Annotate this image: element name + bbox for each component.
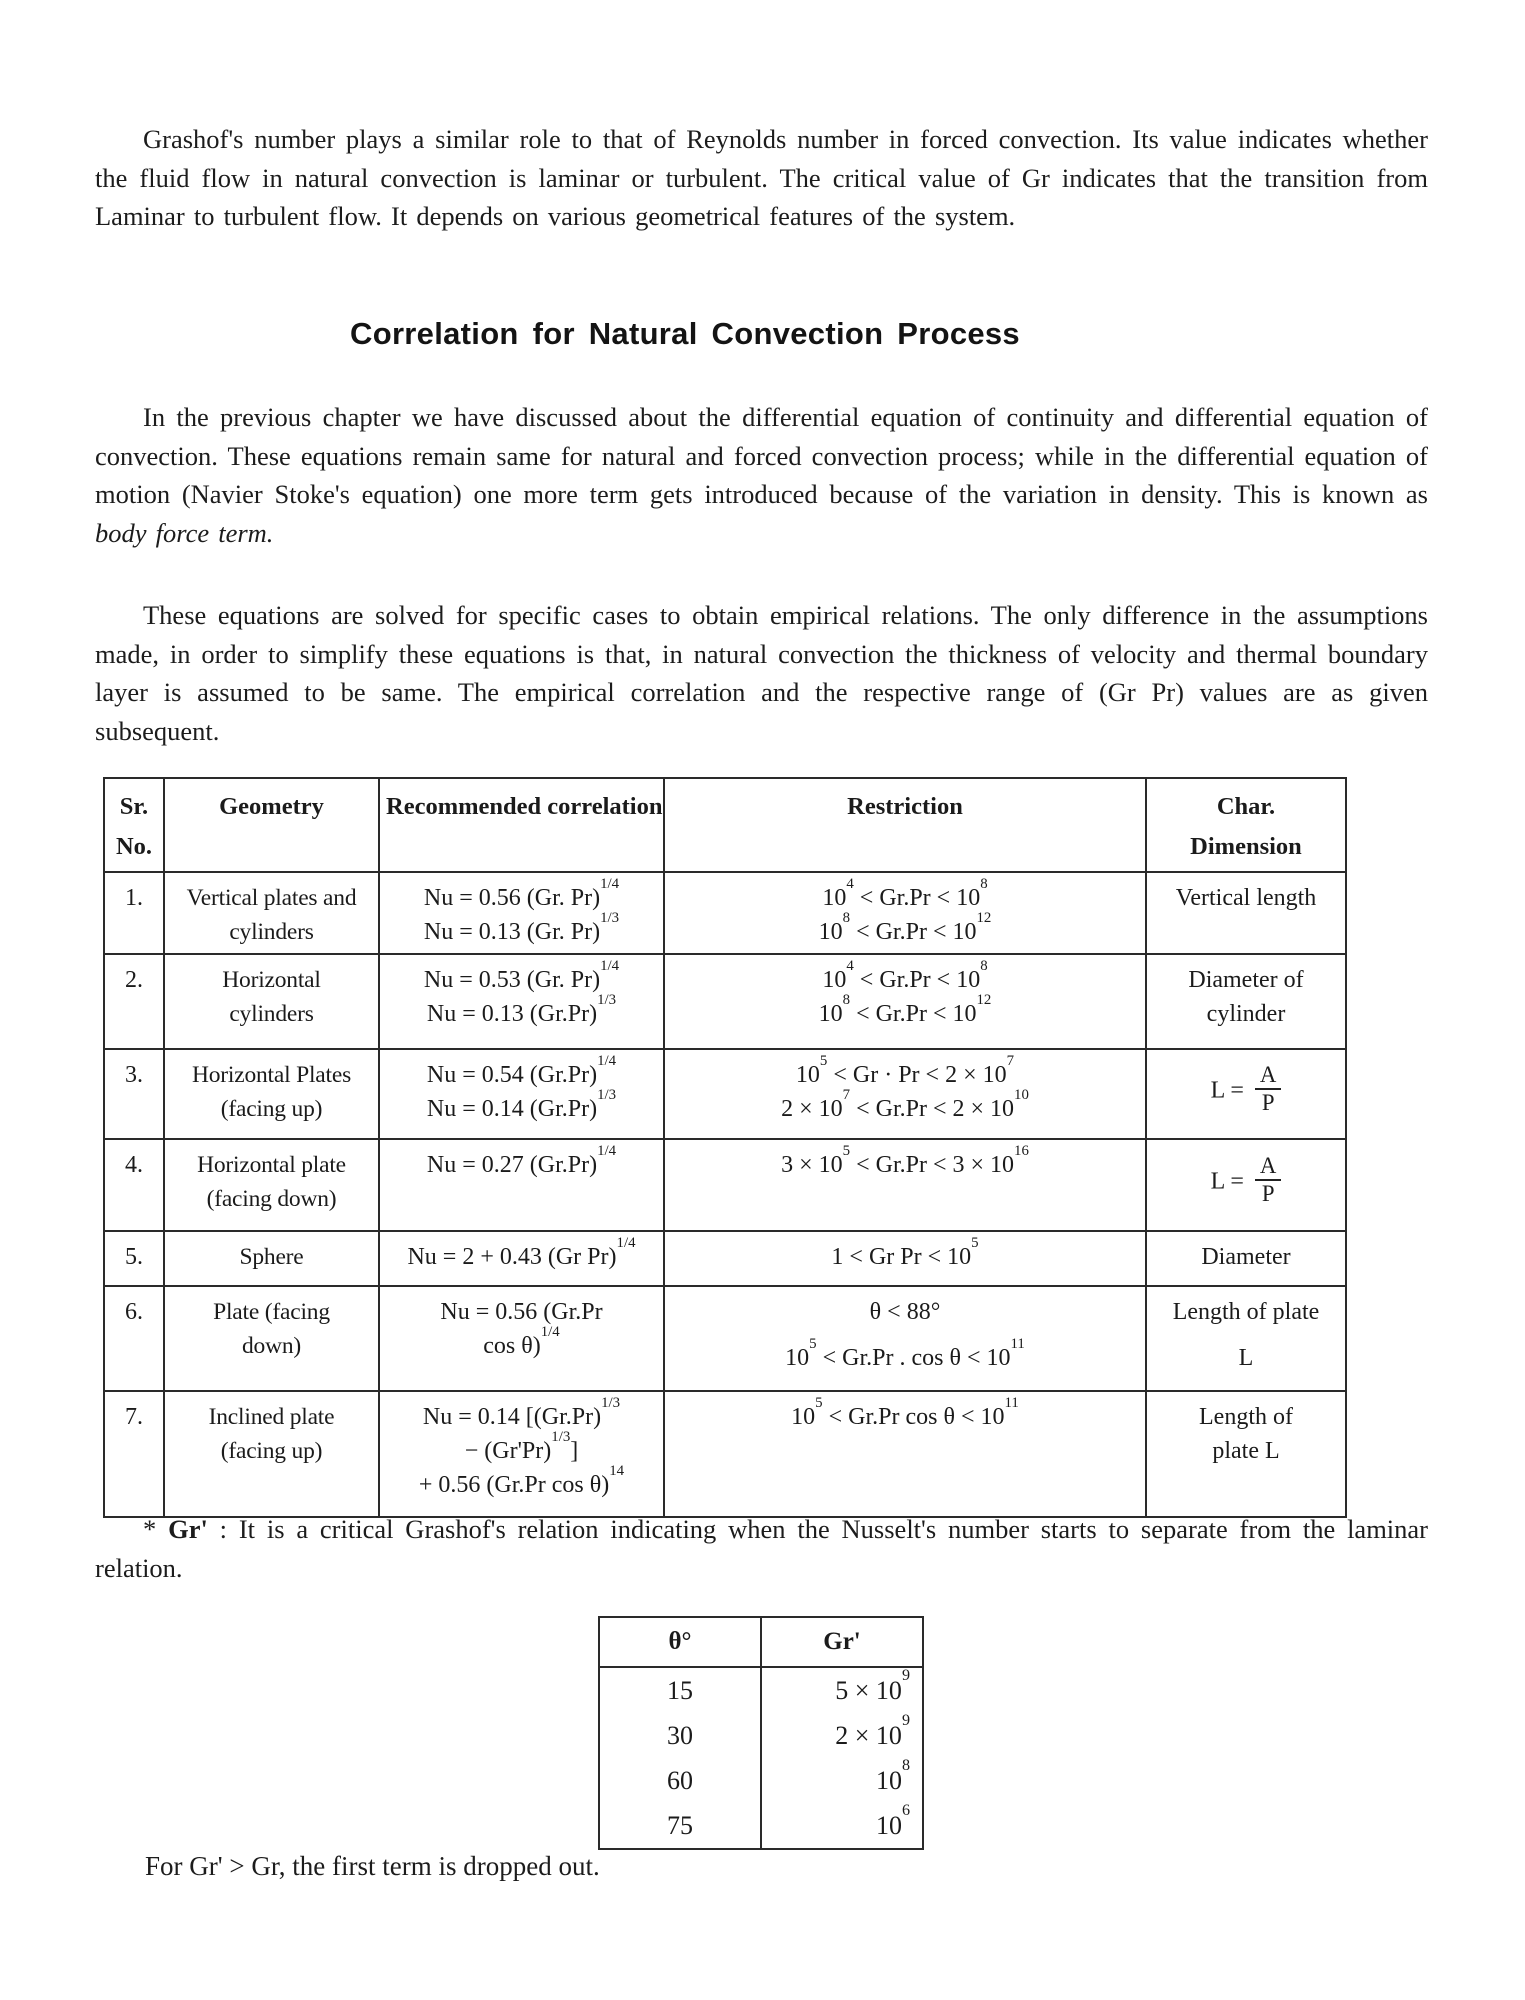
cell-correlation: Nu = 0.56 (Gr.Pr cos θ)$^{1/4}$	[379, 1286, 664, 1391]
cell-gr-prime: $5 \times 10^9$	[761, 1667, 923, 1713]
angle-table-row	[599, 1803, 923, 1849]
table-row	[104, 1231, 1346, 1286]
cell-sr-no: 6.	[104, 1286, 164, 1391]
column-header-sr: Sr. No.	[104, 778, 164, 872]
cell-sr-no: 5.	[104, 1231, 164, 1286]
cell-restriction: θ < 88° $10^5 < Gr.Pr$ . $\cos \theta < 10^{11}$	[664, 1286, 1146, 1391]
column-header-dimension: Char. Dimension	[1146, 778, 1346, 872]
cell-gr-prime: $2 \times 10^9$	[761, 1713, 923, 1758]
angle-table-body	[599, 1667, 923, 1849]
cell-geometry: Horizontal plate (facing down)	[164, 1139, 379, 1231]
cell-correlation: Nu = 0.14 [$(Gr.Pr)^{1/3}$ − $(Gr'Pr)^{1/3}$] + 0.56 (Gr.Pr cos θ)$^{14}$	[379, 1391, 664, 1517]
table-row	[104, 1286, 1346, 1391]
cell-sr-no: 4.	[104, 1139, 164, 1231]
cell-geometry: Plate (facing down)	[164, 1286, 379, 1391]
cell-dimension: Length of plate L	[1146, 1286, 1346, 1391]
cell-theta: 15	[599, 1667, 761, 1713]
cell-geometry: Sphere	[164, 1231, 379, 1286]
cell-geometry: Horizontal Plates (facing up)	[164, 1049, 379, 1139]
fraction: $\frac{A}{P}$	[1255, 1154, 1281, 1206]
correlation-table-head	[104, 778, 1346, 872]
correlation-table-header-row	[104, 778, 1346, 872]
cell-sr-no: 1.	[104, 872, 164, 954]
correlation-table	[103, 777, 1347, 1518]
angle-column-header-theta: θ°	[599, 1617, 761, 1667]
cell-restriction: $10^5 < Gr.Pr$ $\cos \theta < 10^{11}$	[664, 1391, 1146, 1517]
column-header-geometry: Geometry	[164, 778, 379, 872]
cell-dimension: L = $\frac{A}{P}$	[1146, 1049, 1346, 1139]
cell-restriction: $3 \times 10^5 < Gr.Pr < 3 \times 10^{16}$	[664, 1139, 1146, 1231]
table-row	[104, 872, 1346, 954]
column-header-correlation: Recommended correlation	[379, 778, 664, 872]
cell-restriction: 1 < Gr $Pr < 10^5$	[664, 1231, 1146, 1286]
gr-prime-angle-table	[598, 1616, 924, 1850]
column-header-restriction: Restriction	[664, 778, 1146, 872]
angle-table-row	[599, 1713, 923, 1758]
footnote-gr-prime: * Gr' : It is a critical Grashof's relation indicating when the Nusselt's number starts to separate from the laminar relation.	[95, 1514, 1429, 1583]
angle-table-head	[599, 1617, 923, 1667]
cell-geometry: Inclined plate (facing up)	[164, 1391, 379, 1517]
paragraph-equations: These equations are solved for specific cases to obtain empirical relations. The only difference in the assumptions made, in order to simplify these equations is that, in natural convection the thickness of velocity and thermal boundary layer is assumed to be same. The empirical correlation and the respective range of (Gr Pr) values are as given subsequent.	[95, 600, 1428, 746]
angle-table-row	[599, 1667, 923, 1713]
angle-table-header-row	[599, 1617, 923, 1667]
cell-dimension: Diameter	[1146, 1231, 1346, 1286]
section-heading: Correlation for Natural Convection Process	[350, 316, 1020, 351]
cell-correlation: Nu = 0.54 $(Gr.Pr)^{1/4}$ Nu = 0.14 $(Gr.Pr)^{1/3}$	[379, 1049, 664, 1139]
cell-sr-no: 7.	[104, 1391, 164, 1517]
cell-correlation: Nu = 2 + 0.43 (Gr Pr)$^{1/4}$	[379, 1231, 664, 1286]
cell-sr-no: 2.	[104, 954, 164, 1049]
cell-restriction: $10^4 < Gr.Pr < 10^8$ $10^8 < Gr.Pr < 10^{12}$	[664, 872, 1146, 954]
cell-theta: 60	[599, 1758, 761, 1803]
cell-geometry: Vertical plates and cylinders	[164, 872, 379, 954]
cell-sr-no: 3.	[104, 1049, 164, 1139]
table-row	[104, 954, 1346, 1049]
angle-column-header-gr-prime: Gr'	[761, 1617, 923, 1667]
cell-dimension: L = $\frac{A}{P}$	[1146, 1139, 1346, 1231]
table-row	[104, 1139, 1346, 1231]
cell-correlation: Nu = 0.27 $(Gr.Pr)^{1/4}$	[379, 1139, 664, 1231]
table-row	[104, 1049, 1346, 1139]
cell-theta: 30	[599, 1713, 761, 1758]
cell-dimension: Diameter of cylinder	[1146, 954, 1346, 1049]
correlation-table-body	[104, 872, 1346, 1517]
paragraph-grashof: Grashof's number plays a similar role to that of Reynolds number in forced convection. Its value indicates whether the fluid flow in natural convection is laminar or turbulent. The critical value of Gr indicates that the transition from Laminar to turbulent flow. It depends on various geometrical features of the system.	[95, 124, 1428, 231]
table-row	[104, 1391, 1346, 1517]
closing-note: For Gr' > Gr, the first term is dropped out.	[145, 1851, 600, 1881]
cell-gr-prime: $10^8$	[761, 1758, 923, 1803]
paragraph-previous-chapter: In the previous chapter we have discussed about the differential equation of continuity and differential equation of convection. These equations remain same for natural and forced convection process; while in the differential equation of motion (Navier Stoke's equation) one more term gets introduced because of the variation in density. This is known as body force term.	[95, 402, 1428, 548]
cell-gr-prime: $10^6$	[761, 1803, 923, 1849]
angle-table-row	[599, 1758, 923, 1803]
cell-dimension: Vertical length	[1146, 872, 1346, 954]
cell-restriction: $10^4 < Gr.Pr < 10^8$ $10^8 < Gr.Pr < 10^{12}$	[664, 954, 1146, 1049]
cell-theta: 75	[599, 1803, 761, 1849]
cell-dimension: Length of plate L	[1146, 1391, 1346, 1517]
cell-restriction: $10^5 < Gr \cdot Pr < 2 \times 10^7$ $2 \times 10^7 < Gr.Pr < 2 \times 10^{10}$	[664, 1049, 1146, 1139]
cell-geometry: Horizontal cylinders	[164, 954, 379, 1049]
cell-correlation: Nu = 0.53 (Gr. Pr)$^{1/4}$ Nu = 0.13 $(Gr.Pr)^{1/3}$	[379, 954, 664, 1049]
cell-correlation: Nu = 0.56 (Gr. Pr)$^{1/4}$ Nu = 0.13 (Gr. Pr)$^{1/3}$	[379, 872, 664, 954]
fraction: $\frac{A}{P}$	[1255, 1063, 1281, 1115]
